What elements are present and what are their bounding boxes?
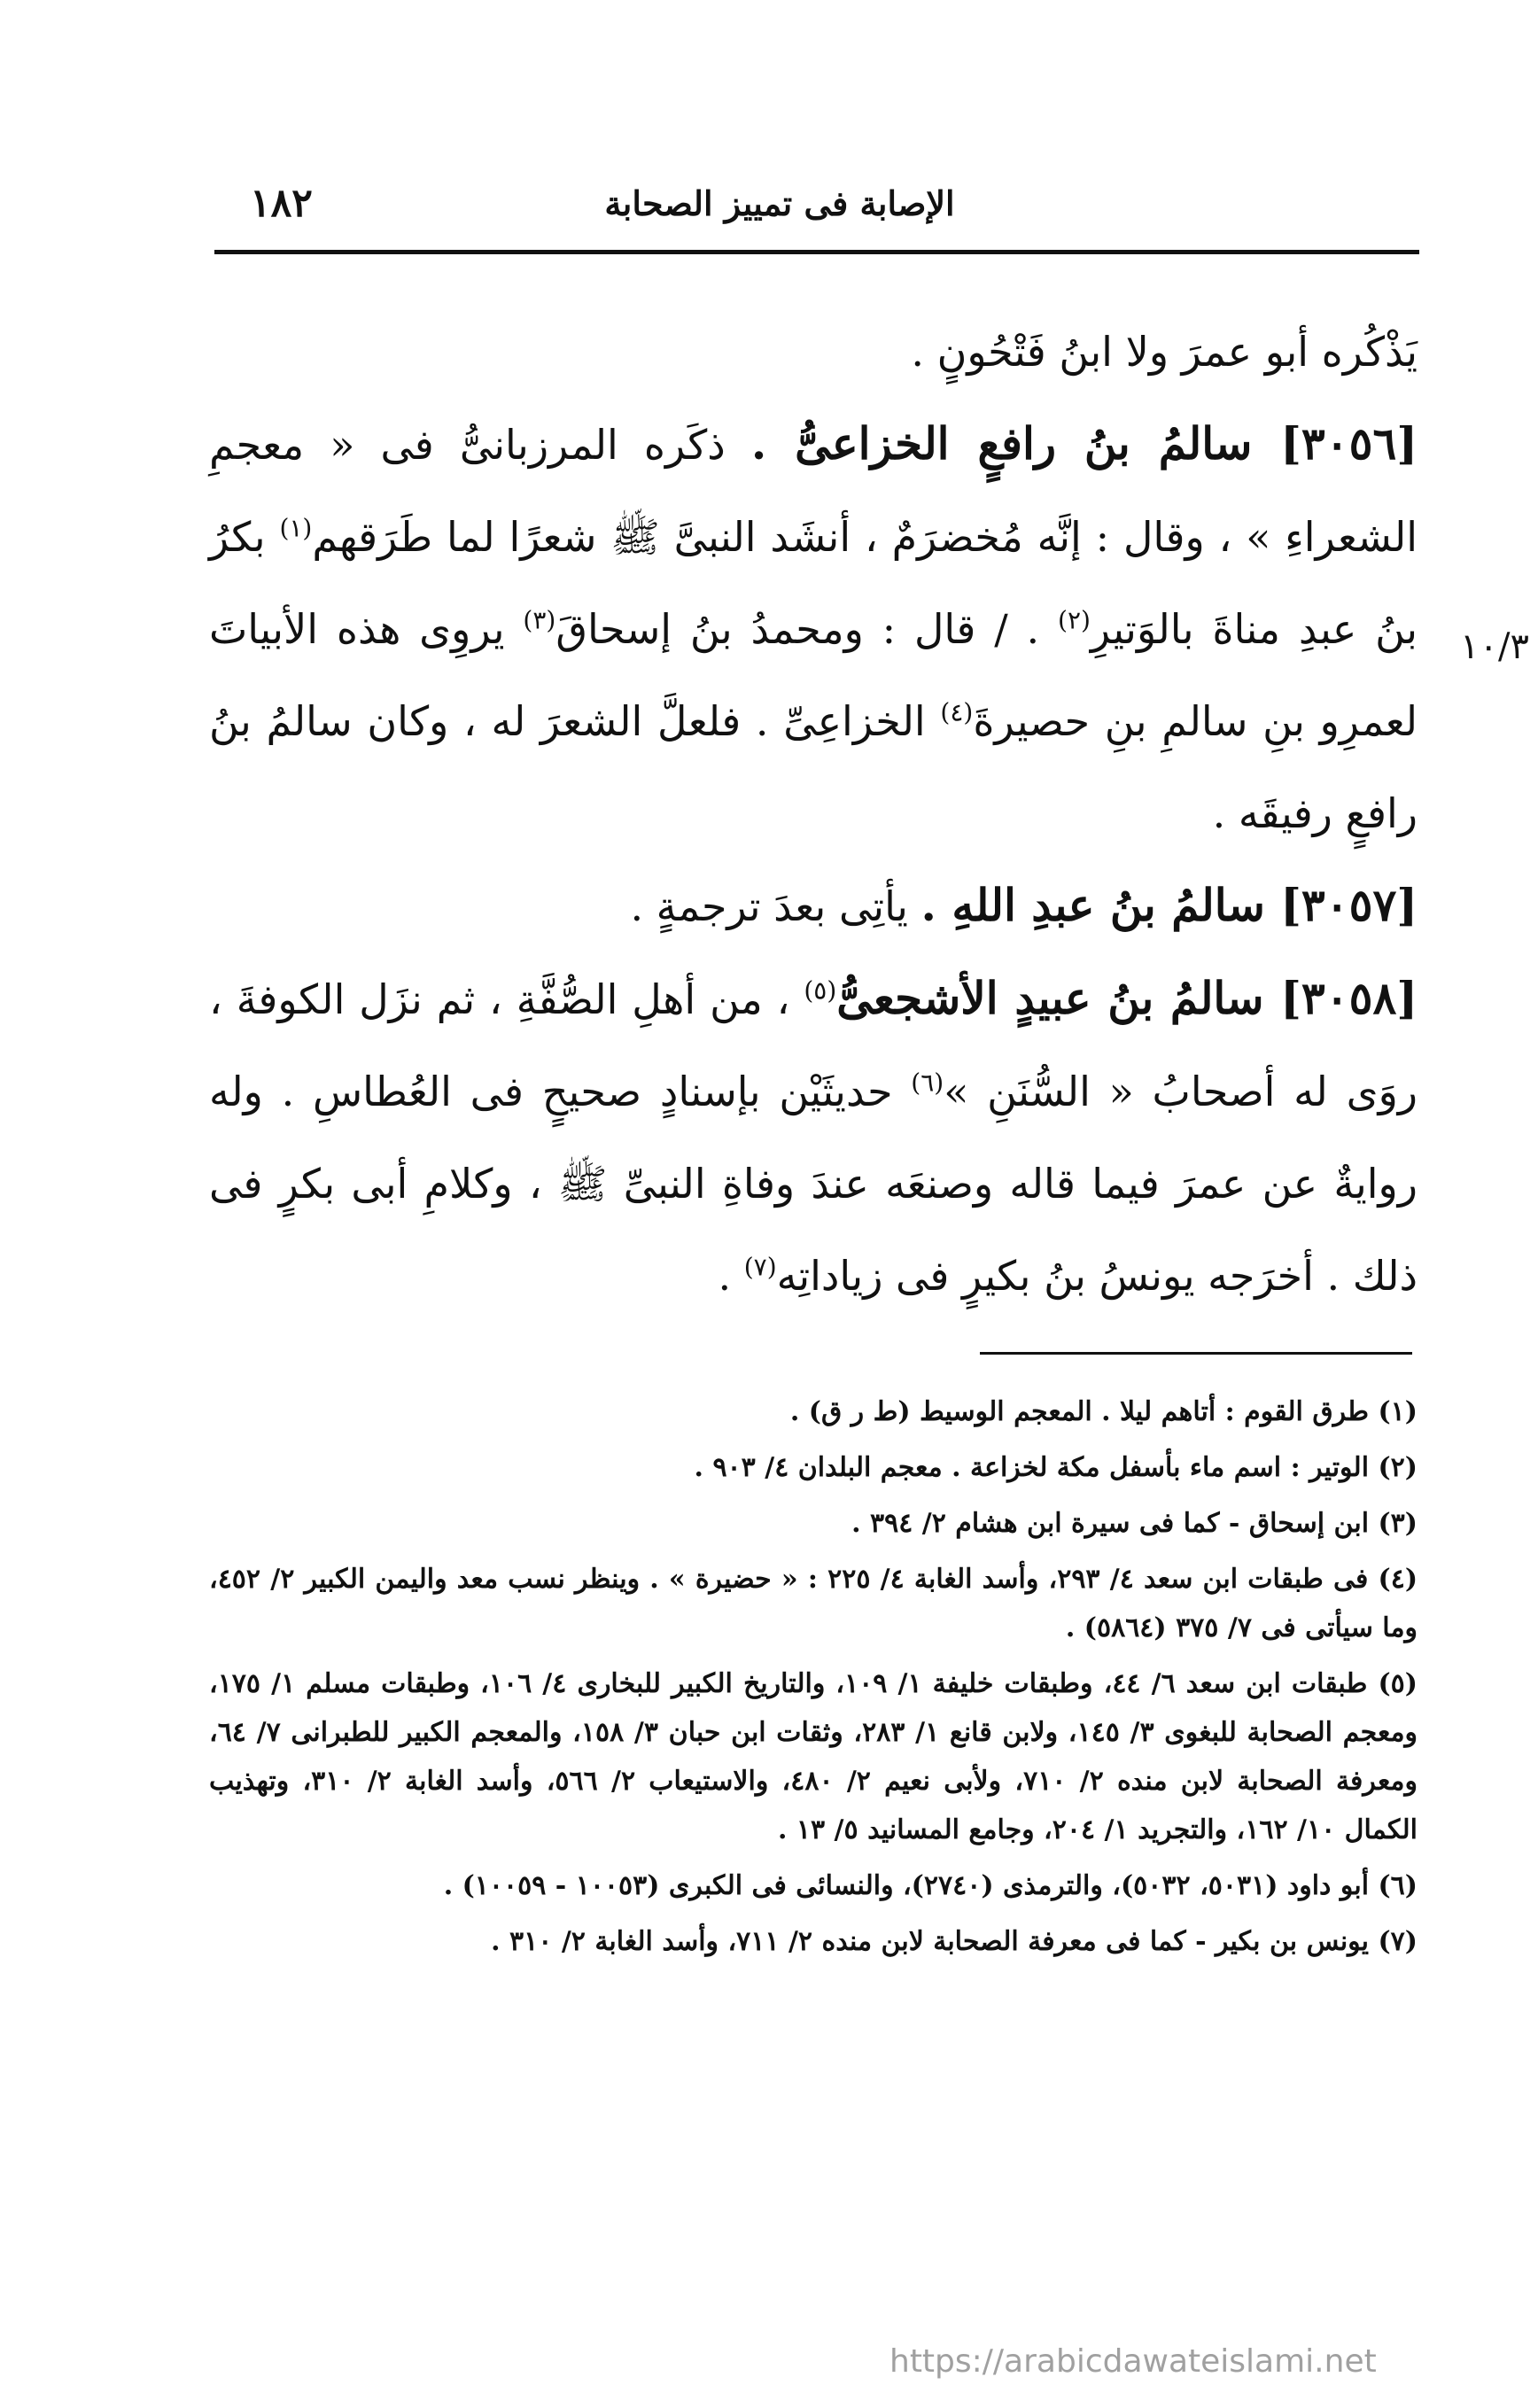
- page-number: ١٨٢: [250, 181, 313, 226]
- footnote-ref-6[interactable]: (٦): [911, 1068, 944, 1098]
- footnote-ref-5[interactable]: (٥): [804, 975, 837, 1006]
- footnote-5: (٥) طبقات ابن سعد ٦/ ٤٤، وطبقات خليفة ١/ ١٠٩، والتاريخ الكبير للبخارى ٤/ ١٠٦، وطبقات مسلم ١/ ١٧٥، ومعجم الصحابة للبغوى ٣/ ١٤٥، ولابن قانع ١/ ٢٨٣، وثقات ابن حبان ٣/ ١٥٨، والمعجم الكبير للطبرانى ٧/ ٦٤، ومعرفة الصحابة لابن منده ٢/ ٧١٠، ولأبى نعيم ٢/ ٤٨٠، والاستيعاب ٢/ ٥٦٦، وأسد الغابة ٢/ ٣١٠، وتهذيب الكمال ١٠/ ١٦٢، والتجريد ١/ ٢٠٤، وجامع المسانيد ٥/ ١٣ .: [209, 1668, 1418, 1845]
- footnote-7: (٧) يونس بن بكير - كما فى معرفة الصحابة لابن منده ٢/ ٧١١، وأسد الغابة ٢/ ٣١٠ .: [491, 1926, 1418, 1957]
- footnote-6: (٦) أبو داود (٥٠٣١، ٥٠٣٢)، والترمذى (٢٧٤٠)، والنسائى فى الكبرى (١٠٠٥٣ - ١٠٠٥٩) .: [443, 1870, 1418, 1901]
- entry-3056-text: . / قال : ومحمدُ بنُ إسحاقَ: [555, 605, 1058, 653]
- header-rule: [214, 250, 1419, 254]
- intro-line: يَذْكُره أبو عمرَ ولا ابنُ فَتْحُونٍ .: [911, 328, 1418, 376]
- entry-3056-text: بكرُ بنُ عبدِ مناةَ بالوَتيرِ: [209, 513, 1418, 653]
- entry-3058: [209, 952, 1418, 1322]
- entry-3058-head: [٣٠٥٨] سالمُ بنُ عبيدٍ الأشجعىُّ: [836, 972, 1418, 1024]
- footnote-ref-4[interactable]: (٤): [940, 697, 974, 727]
- entry-3056-text: الخزاعِىِّ . فلعلَّ الشعرَ له ، وكان سالمُ بنُ رافعٍ رفيقَه .: [209, 697, 1418, 837]
- running-title: الإصابة فى تمييز الصحابة: [604, 183, 955, 223]
- entry-3057-text: يأتِى بعدَ ترجمةٍ .: [630, 882, 921, 930]
- entry-3056-text: يروِى هذه الأبياتَ لعمرِو بنِ سالمِ بنِ حصيرةَ: [209, 605, 1418, 745]
- entry-3056-head: [٣٠٥٦] سالمُ بنُ رافعٍ الخزاعىُّ .: [750, 417, 1418, 470]
- footnote-ref-1[interactable]: (١): [279, 513, 313, 543]
- watermark-url: https://arabicdawateislami.net: [889, 2343, 1377, 2380]
- footnote-separator: [980, 1352, 1412, 1355]
- footnote-ref-2[interactable]: (٢): [1058, 605, 1091, 635]
- entry-3058-text: حديثَيْن بإسنادٍ صحيحٍ فى العُطاسِ . وله روايةٌ عن عمرَ فيما قاله وصنعَه عندَ وفاةِ النبىِّ ﷺ ، وكلامِ أبى بكرٍ فى ذلك . أخرَجه يونسُ بنُ بكيرٍ فى زياداتِه: [209, 1068, 1418, 1300]
- footnote-3: (٣) ابن إسحاق - كما فى سيرة ابن هشام ٢/ ٣٩٤ .: [851, 1508, 1418, 1539]
- entry-3057-head: [٣٠٥٧] سالمُ بنُ عبدِ اللهِ .: [920, 879, 1418, 931]
- entry-3057: [209, 859, 1418, 952]
- footnotes: [209, 1387, 1418, 1973]
- entry-3056-text: ذكَره المرزبانىُّ فى « معجمِ الشعراءِ » ، وقال : إنَّه مُخضرَمٌ ، أنشَد النبىَّ ﷺ شعرًا لما طَرَقهم: [209, 421, 1418, 561]
- footnote-2: (٢) الوتير : اسم ماء بأسفل مكة لخزاعة . معجم البلدان ٤/ ٩٠٣ .: [694, 1452, 1418, 1483]
- entry-3058-text: .: [718, 1252, 744, 1300]
- entry-3056: [209, 398, 1418, 859]
- footnote-ref-7[interactable]: (٧): [743, 1252, 777, 1282]
- margin-volume-page-note: ١٠/٣: [1460, 626, 1529, 667]
- footnote-4: (٤) فى طبقات ابن سعد ٤/ ٢٩٣، وأسد الغابة ٤/ ٢٢٥ : « حضيرة » . وينظر نسب معد واليمن الكبير ٢/ ٤٥٢، وما سيأتى فى ٧/ ٣٧٥ (٥٨٦٤) .: [209, 1564, 1418, 1643]
- main-text: [209, 306, 1418, 1322]
- footnote-1: (١) طرق القوم : أتاهم ليلا . المعجم الوسيط (ط ر ق) .: [789, 1396, 1418, 1427]
- entry-3058-text: ، من أهلِ الصُّفَّةِ ، ثم نزَل الكوفةَ ، روَى له أصحابُ « السُّنَنِ »: [209, 975, 1418, 1115]
- footnote-ref-3[interactable]: (٣): [523, 605, 556, 635]
